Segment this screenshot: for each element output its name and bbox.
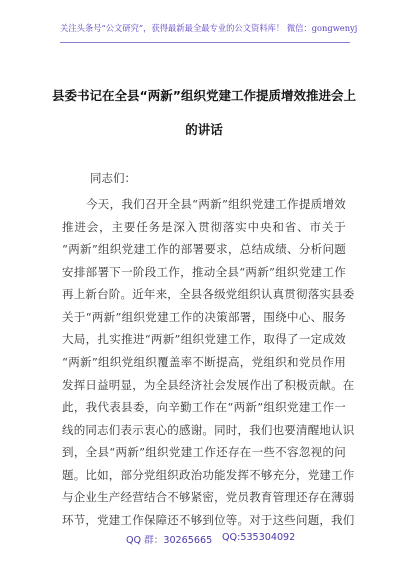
body-line: 环节，党建工作保障还不够到位等。对于这些问题，我们 bbox=[62, 513, 355, 527]
body-line: 发挥日益明显，为全县经济社会发展作出了积极贡献。在 bbox=[62, 377, 355, 392]
header-divider bbox=[60, 42, 350, 43]
body-line: 推进会，主要任务是深入贯彻落实中央和省、市关于 bbox=[62, 219, 346, 234]
body-line: 题。比如，部分党组织政治功能发挥不够充分，党建工作 bbox=[62, 467, 355, 482]
body-line: 到，全县“两新”组织党建工作还存在一些不容忽视的问 bbox=[62, 445, 346, 460]
document-title-line-2: 的讲话 bbox=[185, 122, 223, 137]
body-line: 安排部署下一阶段工作，推动全县“两新”组织党建工作 bbox=[62, 264, 346, 279]
body-line: 再上新台阶。近年来，全县各级党组织认真贯彻落实县委 bbox=[62, 287, 355, 302]
document-title-line-1: 县委书记在全县“两新”组织党建工作提质增效推进会上 bbox=[52, 88, 356, 103]
body-line: 与企业生产经营结合不够紧密，党员教育管理还存在薄弱 bbox=[62, 490, 355, 505]
header-notice: 关注头条号“公文研究”，获得最新最全最专业的公文资料库！ 微信：gongwenyj bbox=[60, 23, 358, 33]
body-line: “两新”组织党组织覆盖率不断提高，党组织和党员作用 bbox=[62, 355, 346, 369]
body-line: 今天，我们召开全县“两新”组织党建工作提质增效 bbox=[86, 197, 346, 211]
body-line: 线的同志们表示衷心的感谢。同时，我们也要清醒地认识 bbox=[62, 422, 355, 437]
body-line: “两新”组织党建工作的部署要求，总结成绩、分析问题 bbox=[62, 242, 346, 257]
body-line: 大局，扎实推进“两新”组织党建工作，取得了一定成效 bbox=[62, 332, 346, 347]
footer-qq-group: QQ 群：30265665 bbox=[126, 535, 213, 546]
footer-qq-number: QQ:535304092 bbox=[222, 532, 296, 543]
body-line: 关于“两新”组织党建工作的决策部署，围绕中心、服务 bbox=[62, 309, 346, 324]
greeting: 同志们： bbox=[90, 171, 136, 185]
body-line: 此，我代表县委，向辛勤工作在“两新”组织党建工作一 bbox=[62, 400, 346, 415]
